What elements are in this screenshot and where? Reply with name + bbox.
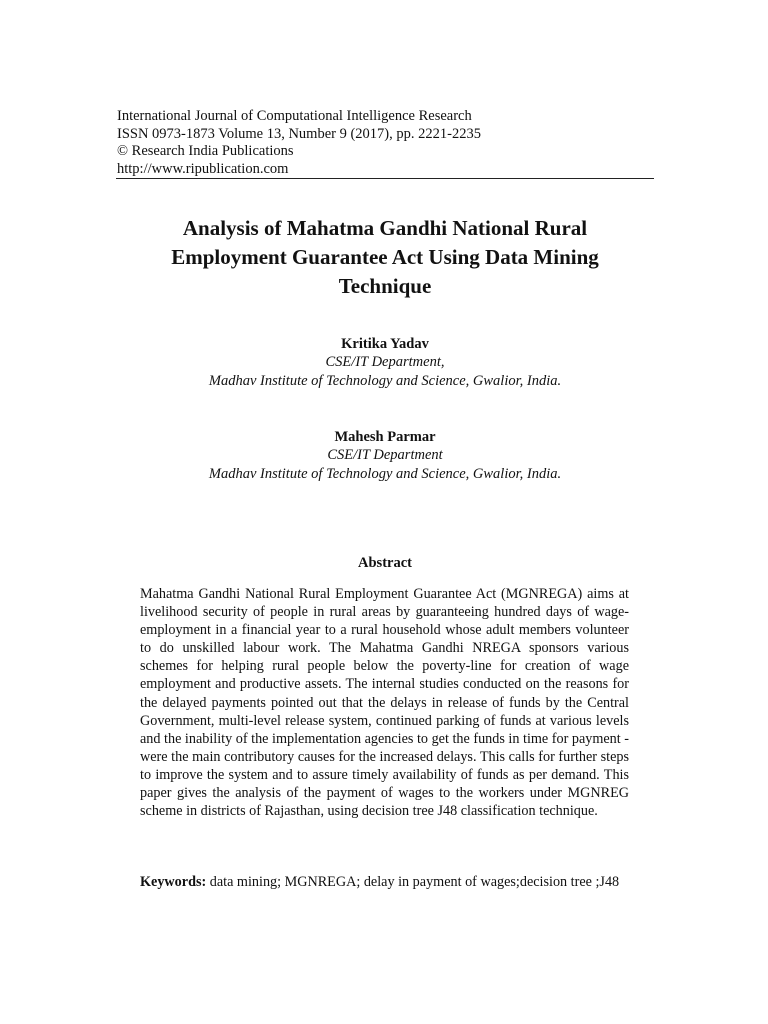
author-department: CSE/IT Department, [325,354,445,370]
author-name: Mahesh Parmar [334,429,436,445]
keywords-label: Keywords: [140,874,207,890]
author-block [120,335,650,391]
author-department: CSE/IT Department [327,447,443,463]
title-line: Technique [338,274,432,298]
keywords [140,873,629,892]
journal-copyright: © Research India Publications [117,143,294,159]
title-line: Employment Guarantee Act Using Data Mining [171,245,599,269]
abstract-text: Mahatma Gandhi National Rural Employment Guarantee Act (MGNREGA) aims at livelihood security of people in rural areas by guaranteeing hundred days of wage-employment in a financial year to a rural household whose adult members volunteer to do unskilled labour work. The Mahatma Gandhi NREGA sponsors various schemes for helping rural people below the poverty-line for creation of wage employment and productive assets. The internal studies conducted on the reasons for the delayed payments pointed out that the delays in release of funds by the Central Government, multi-level release system, continued parking of funds at various levels and the inability of the implementation agencies to get the funds in time for payment - were the main contributory causes for the increased delays. This calls for further steps to improve the system and to assure timely availability of funds as per demand. This paper gives the analysis of the payment of wages to the workers under MGNREG scheme in districts of Rajasthan, using decision tree J48 classification technique. [140,586,629,820]
header-divider [116,178,654,179]
journal-name: International Journal of Computational Intelligence Research [117,108,472,124]
abstract-heading: Abstract [358,555,412,571]
author-institution: Madhav Institute of Technology and Science, Gwalior, India. [208,373,562,389]
author-block [120,428,650,484]
paper-title [120,214,650,301]
title-line: Analysis of Mahatma Gandhi National Rural [182,216,588,240]
author-institution: Madhav Institute of Technology and Science, Gwalior, India. [208,466,562,482]
journal-header [117,108,657,178]
journal-issn: ISSN 0973-1873 Volume 13, Number 9 (2017), pp. 2221-2235 [117,125,481,142]
keywords-text: data mining; MGNREGA; delay in payment of wages;decision tree ;J48 [206,874,620,890]
journal-url[interactable]: http://www.ripublication.com [117,160,289,177]
author-name: Kritika Yadav [341,336,429,352]
